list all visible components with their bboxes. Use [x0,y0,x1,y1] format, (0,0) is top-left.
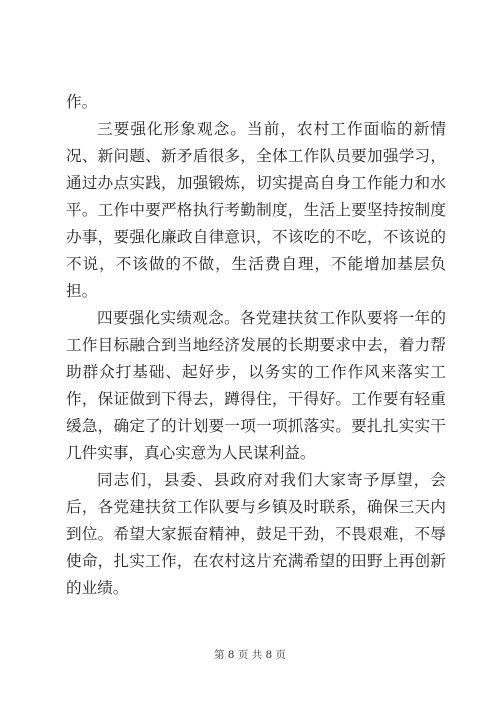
paragraph-continuation: 作。 [66,93,98,111]
page-footer: 第 8 页 共 8 页 [213,649,287,661]
paragraph-closing: 同志们，县委、县政府对我们大家寄予厚望，会后，各党建扶贫工作队要与乡镇及时联系，确保三天内到位。希望大家振奋精神，鼓足干劲，不畏艰难，不辱使命，扎实工作，在农村这片充满希望的田野上再创新的业绩。 [66,471,446,597]
paragraph-image-concept: 三要强化形象观念。当前，农村工作面临的新情况、新问题、新矛盾很多，全体工作队员要加强学习，通过办点实践，加强锻炼，切实提高自身工作能力和水平。工作中要严格执行考勤制度，生活上要坚持按制度办事，要强化廉政自律意识，不该吃的不吃，不该说的不说，不该做的不做，生活费自理，不能增加基层负担。 [66,120,446,300]
paragraph-performance-concept: 四要强化实绩观念。各党建扶贫工作队要将一年的工作目标融合到当地经济发展的长期要求中去，着力帮助群众打基础、起好步，以务实的工作作风来落实工作，保证做到下得去，蹲得住，干得好。工作要有轻重缓急，确定了的计划要一项一项抓落实。要扎扎实实干几件实事，真心实意为人民谋利益。 [66,309,446,462]
document-body [66,89,446,602]
